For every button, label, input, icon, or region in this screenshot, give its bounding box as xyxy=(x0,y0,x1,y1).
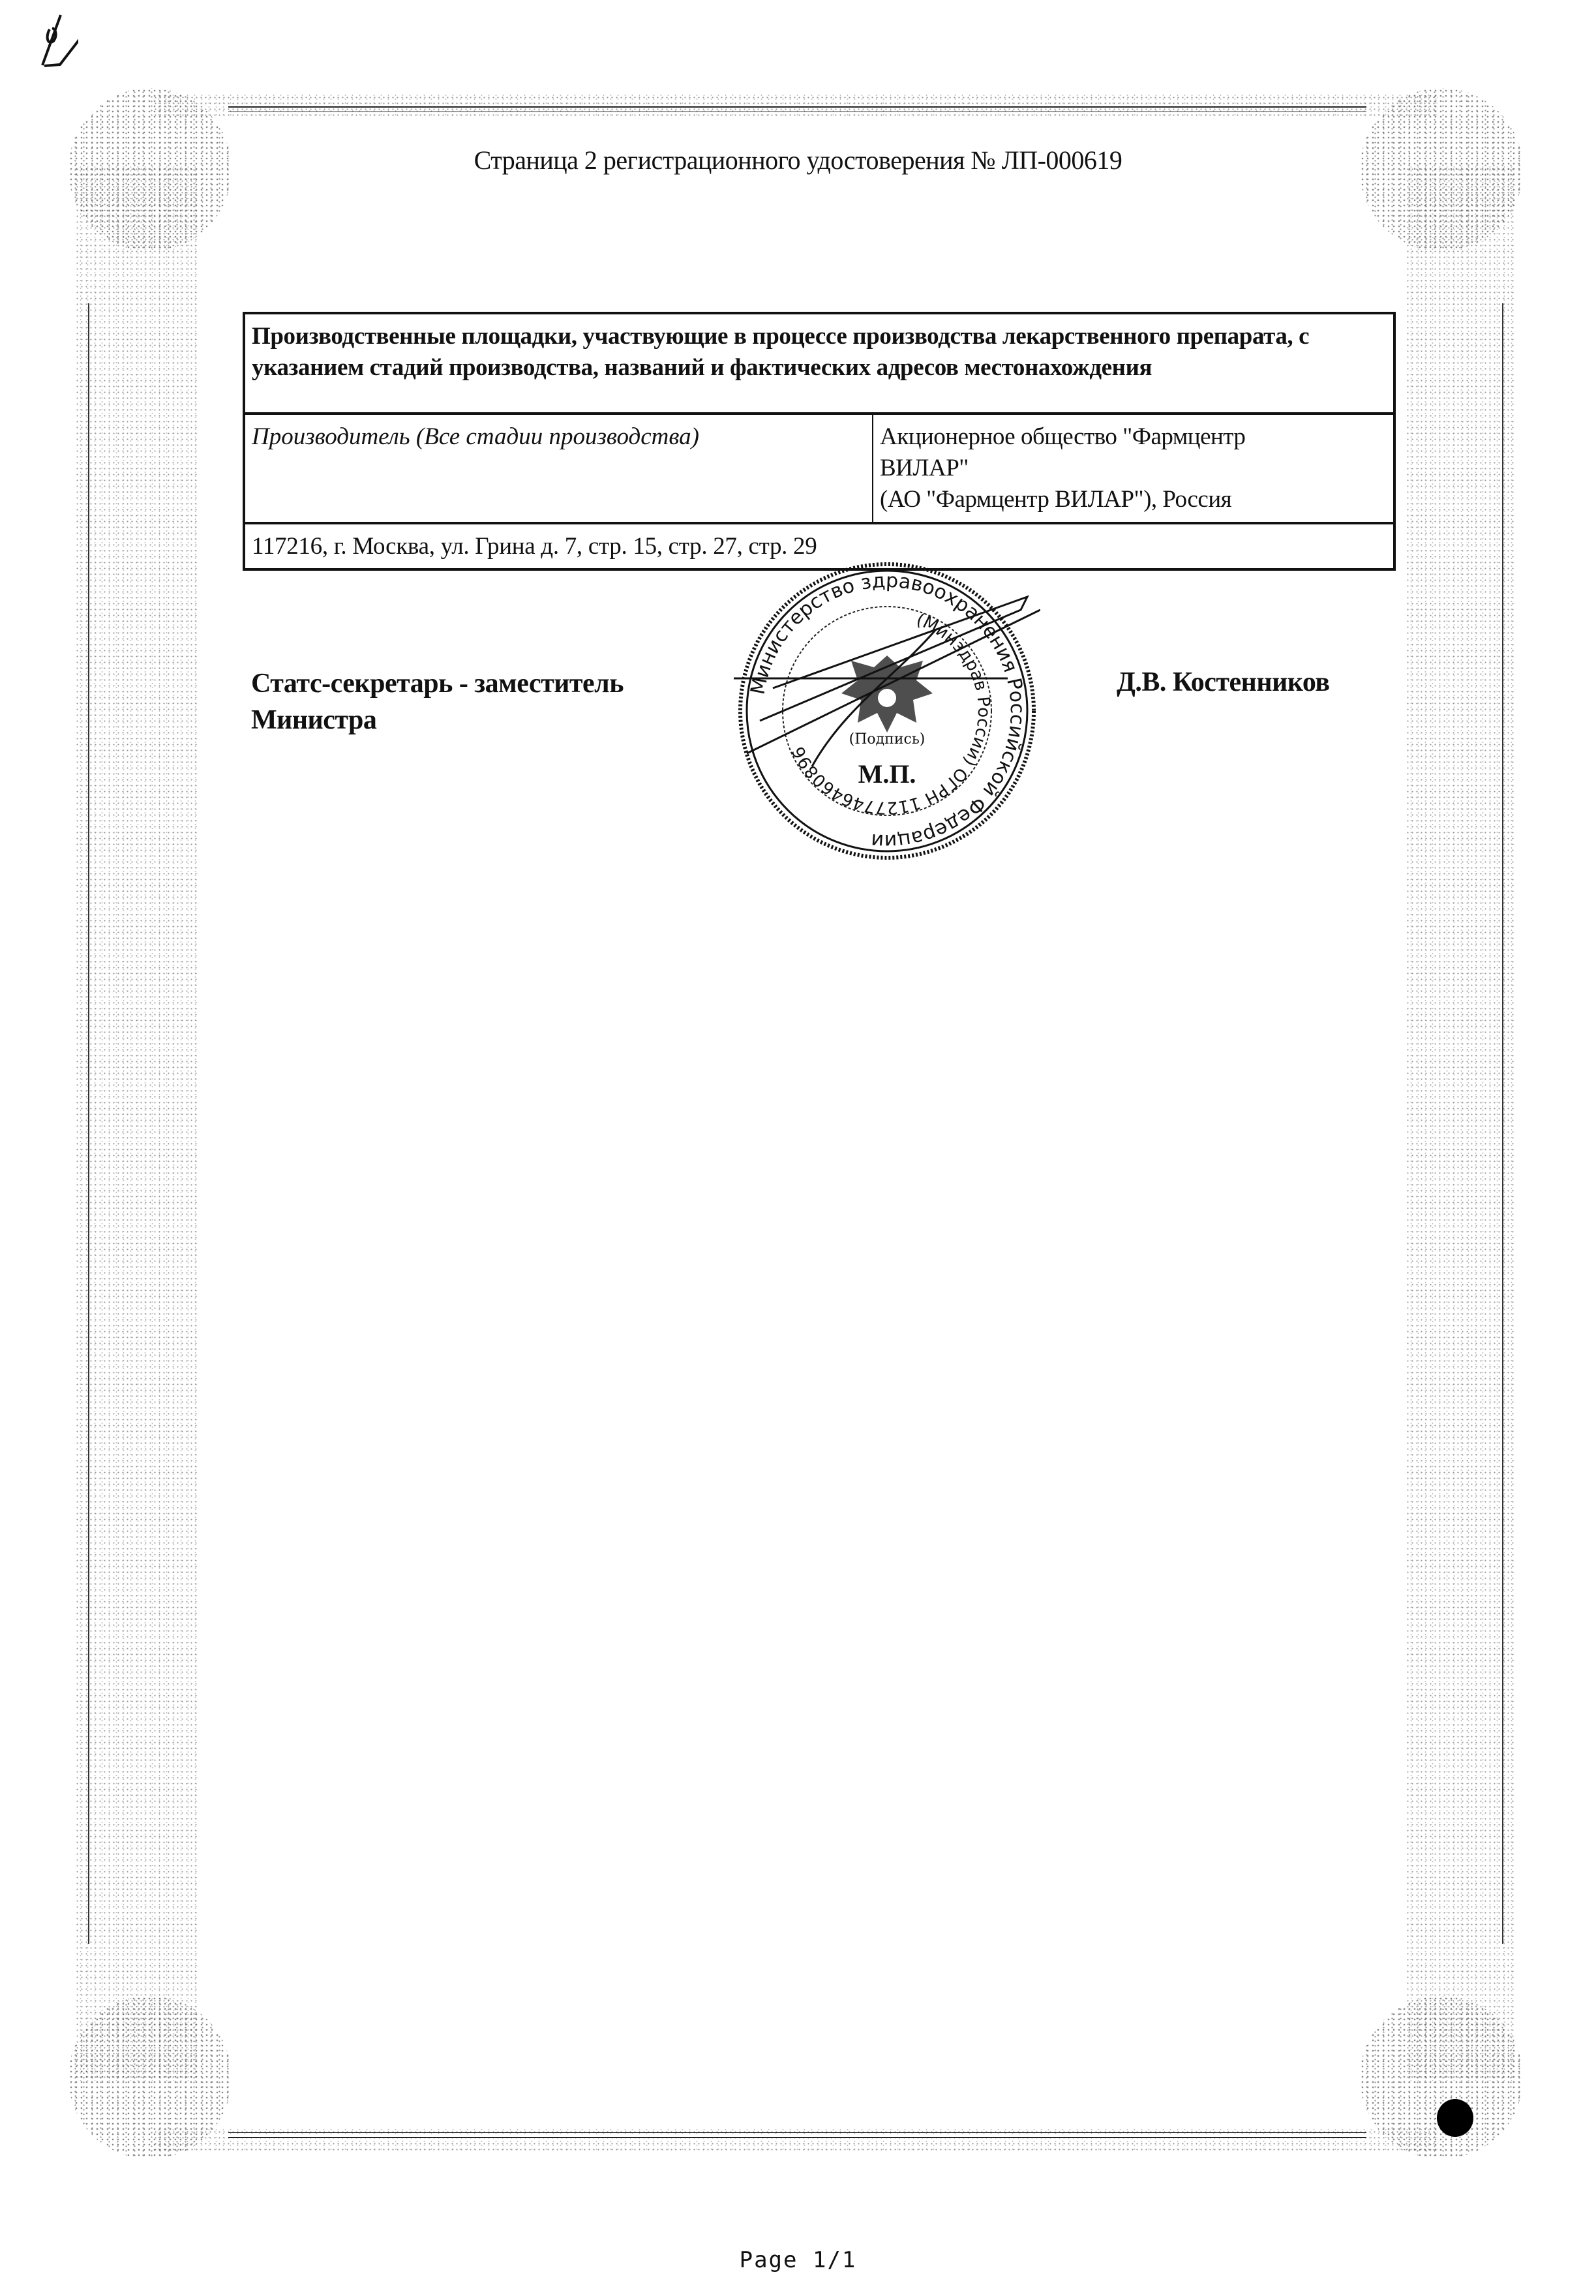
production-sites-table xyxy=(243,312,1396,571)
corner-ornament-bottom-left xyxy=(68,1996,232,2159)
page-footer: Page 1/1 xyxy=(739,2247,857,2273)
signatory-title xyxy=(251,665,624,738)
stamp-center-text: (Подпись) xyxy=(849,731,926,748)
stamp-mp-label: М.П. xyxy=(858,759,916,789)
company-line: Акционерное общество "Фармцентр xyxy=(880,423,1246,450)
punch-hole-dot-icon xyxy=(1437,2099,1473,2137)
company-line: (АО "Фармцентр ВИЛАР"), Россия xyxy=(880,486,1232,513)
frame-bottom-rule xyxy=(228,2137,1366,2138)
frame-left-band xyxy=(75,166,199,2081)
table-header-cell: Производственные площадки, участвующие в процессе производства лекарственного препарата, с указанием стадий производства, названий и фактических адресов местонахождения xyxy=(245,314,1393,415)
corner-ornament-bottom-right xyxy=(1360,1996,1523,2159)
official-seal-stamp-icon xyxy=(734,558,1040,864)
stamp-inner-text: (Минздрав России) ОГРН 1127746460896 xyxy=(789,610,994,818)
frame-left-rule xyxy=(88,303,89,1944)
signatory-title-line: Статс-секретарь - заместитель xyxy=(251,669,624,699)
frame-bottom-rule-inner xyxy=(228,2132,1366,2133)
signatory-title-line: Министра xyxy=(251,705,377,735)
signatory-name: Д.В. Костенников xyxy=(1117,667,1330,697)
frame-right-band xyxy=(1406,166,1516,2081)
frame-top-rule xyxy=(228,106,1366,108)
site-address-cell: 117216, г. Москва, ул. Грина д. 7, стр. 15, стр. 27, стр. 29 xyxy=(252,533,817,560)
handwritten-mark-icon xyxy=(20,10,78,68)
manufacturer-company-cell xyxy=(873,415,1393,524)
manufacturer-role-cell: Производитель (Все стадии производства) xyxy=(245,415,873,524)
frame-right-rule xyxy=(1502,303,1503,1944)
company-line: ВИЛАР" xyxy=(880,455,969,481)
stamp-outer-text: Министерство здравоохранения Российской Федерации xyxy=(746,569,1029,853)
page-header: Страница 2 регистрационного удостоверения № ЛП-000619 xyxy=(474,145,1122,175)
